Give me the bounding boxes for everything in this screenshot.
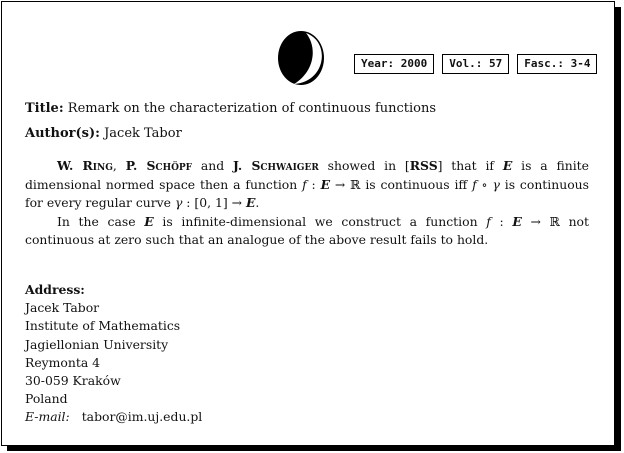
article-authors: Jacek Tabor bbox=[104, 126, 182, 141]
text-fragment: and bbox=[192, 158, 234, 173]
text-fragment: → bbox=[521, 213, 550, 229]
text-fragment: : bbox=[306, 176, 321, 192]
math-symbol: E bbox=[144, 213, 154, 229]
math-symbol: E bbox=[512, 213, 522, 229]
title-label: Title: bbox=[25, 101, 64, 116]
title-line bbox=[25, 101, 436, 116]
math-symbol: E bbox=[502, 158, 513, 173]
article-title: Remark on the characterization of continuous functions bbox=[67, 101, 437, 116]
address-label: Address: bbox=[25, 282, 85, 297]
math-symbol: E bbox=[245, 195, 256, 210]
text-fragment: . bbox=[255, 195, 260, 210]
address-line: Institute of Mathematics bbox=[25, 318, 181, 334]
abstract bbox=[25, 157, 589, 250]
email-label: E-mail: bbox=[25, 409, 70, 425]
address-line: 30-059 Kraków bbox=[25, 373, 121, 389]
address-name: Jacek Tabor bbox=[25, 300, 100, 316]
math-symbol: E bbox=[320, 176, 331, 192]
text-fragment: : [0, 1] → bbox=[182, 195, 246, 210]
text-fragment: ∘ bbox=[476, 176, 493, 192]
text-fragment: , bbox=[112, 158, 126, 173]
crescent-logo-icon bbox=[276, 30, 326, 86]
math-symbol: ℝ bbox=[350, 176, 361, 192]
authors-label: Author(s): bbox=[25, 126, 100, 141]
math-symbol: f bbox=[486, 213, 491, 229]
text-fragment: : bbox=[490, 213, 513, 229]
text-fragment: is a finite dimensional normed space then a function bbox=[25, 158, 589, 192]
abstract-paragraph-1 bbox=[25, 157, 589, 213]
abstract-paragraph-2 bbox=[25, 213, 589, 250]
fascicle-badge: Fasc.: 3-4 bbox=[517, 54, 597, 74]
year-badge: Year: 2000 bbox=[354, 54, 434, 74]
cited-author-schwaiger: J. Schwaiger bbox=[233, 158, 319, 173]
text-fragment: In the case bbox=[57, 213, 145, 229]
text-fragment: is infinite-dimensional we construct a function bbox=[153, 213, 487, 229]
text-fragment: → bbox=[330, 176, 351, 192]
math-symbol: ℝ bbox=[549, 213, 560, 229]
authors-line bbox=[25, 126, 182, 141]
text-fragment: showed in [ bbox=[318, 158, 410, 173]
cited-author-schopf: P. Schöpf bbox=[125, 158, 193, 173]
email-line bbox=[25, 408, 202, 426]
volume-badge: Vol.: 57 bbox=[442, 54, 509, 74]
frame-shadow-right bbox=[615, 7, 621, 449]
cited-author-ring: W. Ring bbox=[57, 158, 113, 173]
text-fragment: ] that if bbox=[437, 158, 503, 173]
text-fragment: is continuous iff bbox=[360, 176, 473, 192]
math-symbol: f bbox=[302, 176, 307, 192]
issue-info bbox=[354, 54, 597, 74]
reference-rss: RSS bbox=[409, 158, 438, 173]
address-line: Poland bbox=[25, 391, 68, 407]
text-fragment: not continuous at zero such that an analogue of the above result fails to hold. bbox=[25, 213, 589, 247]
address-block bbox=[25, 281, 202, 427]
email-address[interactable]: tabor@im.uj.edu.pl bbox=[81, 409, 203, 425]
text-fragment: is continuous for every regular curve bbox=[25, 176, 589, 210]
math-symbol: γ bbox=[492, 176, 500, 192]
address-line: Jagiellonian University bbox=[25, 336, 169, 352]
address-line: Reymonta 4 bbox=[25, 354, 101, 370]
math-symbol: γ bbox=[174, 195, 183, 210]
math-symbol: f bbox=[472, 176, 477, 192]
